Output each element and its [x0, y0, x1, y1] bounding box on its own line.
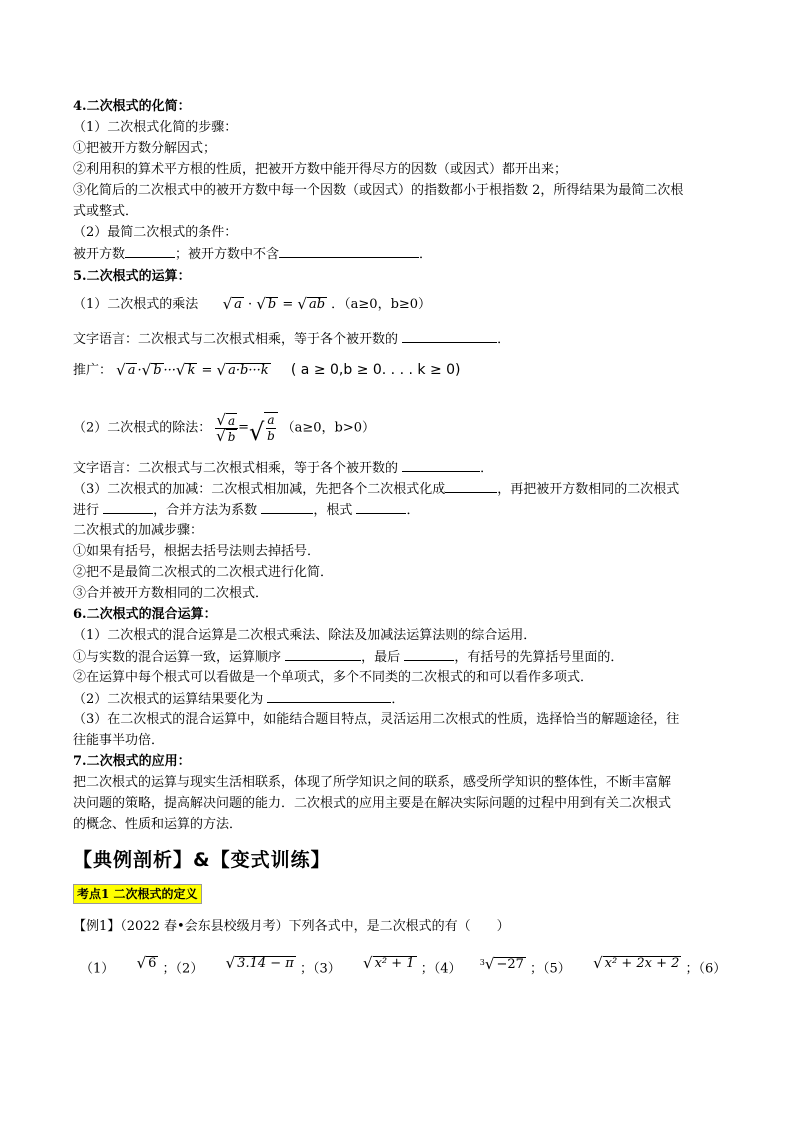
text: ． — [419, 247, 433, 262]
option-label: ；（6） — [685, 961, 727, 977]
text: ，合并方法为系数 — [153, 503, 258, 518]
condition: ．（a≥0，b≥0） — [331, 297, 432, 312]
s6-line: 往能事半功倍． — [73, 733, 165, 748]
option-expression: √ x² + 2x + 2 — [593, 953, 680, 972]
text: ，再把被开方数相同的二次根式 — [497, 482, 680, 497]
div-word-line — [73, 459, 493, 478]
add-step: ③合并被开方数相同的二次根式． — [73, 586, 269, 601]
example-1-options — [80, 953, 727, 979]
add-line — [73, 480, 679, 499]
text: ． — [480, 461, 494, 476]
option-label: （1） — [80, 961, 115, 977]
s6-line: ②在运算中每个根式可以看做是一个单项式，多个不同类的二次根式的和可以看作多项式． — [73, 670, 594, 685]
section-4-title: 4.二次根式的化简： — [73, 99, 191, 114]
add-steps-title: 二次根式的加减步骤： — [73, 523, 204, 538]
fill-blank[interactable] — [125, 245, 175, 258]
division-formula: √ a √ b = √ $\frac{a}{b}$ — [215, 412, 277, 444]
multiplication-formula: √ a · √ b = √ ab — [222, 295, 326, 313]
s4-line: （2）最简二次根式的条件： — [73, 225, 238, 240]
text: 被开方数 — [73, 247, 126, 262]
add-step: ①如果有括号，根据去括号法则去掉括号． — [73, 544, 321, 559]
text: ． — [497, 332, 511, 347]
add-step: ②把不是最简二次根式的二次根式进行化简． — [73, 565, 334, 580]
fill-blank[interactable] — [279, 245, 419, 258]
generalization-formula: √ a · √ b ··· √ k = √ a·b···k — [116, 361, 269, 379]
s4-line: ②利用积的算术平方根的性质，把被开方数中能开得尽方的因数（或因式）都开出来； — [73, 162, 568, 177]
fill-blank[interactable] — [402, 330, 497, 343]
text: ，最后 — [361, 650, 401, 665]
generalization-line — [73, 361, 461, 380]
fill-blank[interactable] — [445, 480, 497, 493]
option-expression: √ x² + 1 — [363, 953, 415, 972]
option-label: ；（5） — [530, 961, 571, 977]
text: ，根式 — [313, 503, 353, 518]
fill-blank[interactable] — [404, 648, 454, 661]
s6-line: （3）在二次根式的混合运算中，如能结合题目特点，灵活运用二次根式的性质，选择恰当的解题途径，往 — [73, 712, 680, 727]
mul-word-line — [73, 330, 510, 349]
s4-line: 式或整式． — [73, 204, 139, 219]
fill-blank[interactable] — [261, 501, 313, 514]
section-6-title: 6.二次根式的混合运算： — [73, 607, 217, 622]
condition: ( a ≥ 0,b ≥ 0. . . . k ≥ 0) — [290, 362, 461, 378]
s4-line: ①把被开方数分解因式； — [73, 141, 217, 156]
option-label: ；（3） — [299, 961, 341, 977]
option-expression: √ 6 — [136, 953, 157, 972]
section-7-title: 7.二次根式的应用： — [73, 754, 191, 769]
examples-heading: 【典例剖析】&【变式训练】 — [73, 849, 331, 871]
text: 进行 — [73, 503, 100, 518]
text: ，有括号的先算括号里面的． — [454, 650, 624, 665]
text: （3）二次根式的加减：二次根式相加减，先把各个二次根式化成 — [73, 482, 446, 497]
text: （2）二次根式的除法： — [73, 420, 212, 436]
fill-blank[interactable] — [267, 690, 391, 703]
text: ①与实数的混合运算一致，运算顺序 — [73, 650, 282, 665]
text: 文字语言：二次根式与二次根式相乘，等于各个被开数的 — [73, 332, 399, 347]
example-1-prompt: 【例1】（2022 春•会东县校级月考）下列各式中，是二次根式的有（ ） — [73, 919, 510, 934]
s7-line: 决问题的策略，提高解决问题的能力．二次根式的应用主要是在解决实际问题的过程中用到有关二次根式 — [73, 796, 672, 811]
s6-line: （1）二次根式的混合运算是二次根式乘法、除法及加减法运算法则的综合运用． — [73, 628, 537, 643]
section-5-title: 5.二次根式的运算： — [73, 269, 191, 284]
option-label: ；（2） — [162, 961, 204, 977]
option-expression: 3 √ −27 — [479, 955, 524, 973]
s6-order-line — [73, 648, 623, 667]
text: ． — [391, 692, 405, 707]
text: （1）二次根式的乘法 — [73, 297, 199, 312]
s4-conditions-line — [73, 245, 432, 264]
add-line — [73, 501, 419, 520]
text: 文字语言：二次根式与二次根式相乘，等于各个被开数的 — [73, 461, 399, 476]
text: ． — [406, 503, 420, 518]
text: ；被开方数中不含 — [175, 247, 280, 262]
text: 推广： — [73, 363, 113, 378]
topic-tag: 考点1 二次根式的定义 — [73, 884, 202, 904]
multiplication-rule — [73, 296, 431, 314]
option-label: ；（4） — [420, 961, 462, 977]
condition: （a≥0，b>0） — [281, 420, 376, 436]
fill-blank[interactable] — [356, 501, 406, 514]
fill-blank[interactable] — [285, 648, 361, 661]
s7-line: 的概念、性质和运算的方法． — [73, 817, 243, 832]
s7-line: 把二次根式的运算与现实生活相联系，体现了所学知识之间的联系，感受所学知识的整体性，不断丰富解 — [73, 775, 672, 790]
option-expression: √ 3.14 − π — [225, 953, 294, 972]
s4-line: ③化简后的二次根式中的被开方数中每一个因数（或因式）的指数都小于根指数 2，所得结果为最简二次根 — [73, 183, 684, 198]
text: （2）二次根式的运算结果要化为 — [73, 692, 264, 707]
fill-blank[interactable] — [402, 459, 480, 472]
s4-line: （1）二次根式化简的步骤： — [73, 120, 238, 135]
division-rule — [73, 412, 375, 444]
fill-blank[interactable] — [103, 501, 153, 514]
s6-result-line — [73, 690, 404, 709]
